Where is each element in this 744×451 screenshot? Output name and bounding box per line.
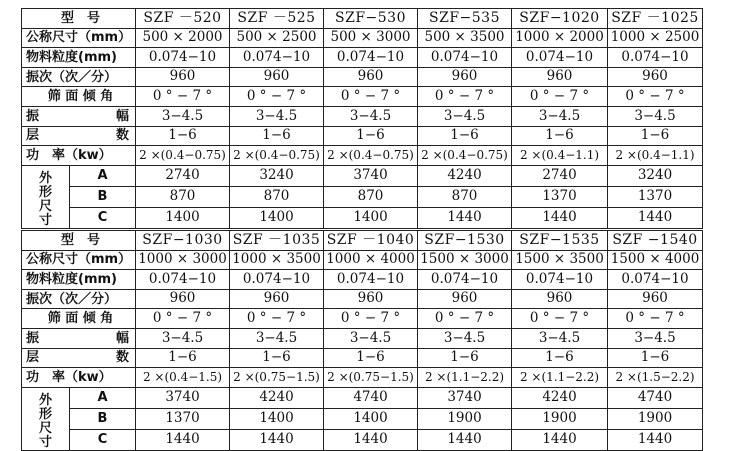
spec-value: 3−4.5 <box>608 328 703 348</box>
spec-value: 1−6 <box>512 126 608 146</box>
dimension-value: 1400 <box>136 207 230 228</box>
spec-value: 0.074−10 <box>418 270 512 290</box>
spec-value: 2 ×(0.75−1.5) <box>324 368 418 388</box>
model-name: SZF−1030 <box>136 231 230 251</box>
spec-label: 振次（次／分） <box>22 289 136 309</box>
dimension-row <box>22 387 703 408</box>
spec-label: 功 率（kw） <box>22 368 136 388</box>
spec-value: 0.074−10 <box>608 48 703 68</box>
dimension-value: 1400 <box>230 408 324 429</box>
spec-row <box>22 270 703 290</box>
spec-label: 功 率（kw） <box>22 146 136 166</box>
spec-value: 0 ° − 7 ° <box>418 87 512 107</box>
dimension-value: 1400 <box>324 207 418 228</box>
spec-value: 2 ×(0.4−1.5) <box>136 368 230 388</box>
spec-value: 500 × 2000 <box>136 28 230 48</box>
spec-label-part: 幅 <box>115 330 129 346</box>
spec-value: 3−4.5 <box>418 106 512 126</box>
spec-value: 960 <box>418 289 512 309</box>
dimension-value: 1400 <box>230 207 324 228</box>
spec-value: 0 ° − 7 ° <box>418 309 512 329</box>
dimension-group-char: 外 <box>38 170 52 186</box>
model-name: SZF －525 <box>230 9 324 29</box>
spec-value: 3−4.5 <box>608 106 703 126</box>
model-name: SZF−1530 <box>418 231 512 251</box>
spec-row <box>22 48 703 68</box>
spec-value: 0.074−10 <box>136 270 230 290</box>
dimension-value: 870 <box>418 186 512 207</box>
spec-label: 物料粒度(mm) <box>22 270 136 290</box>
dimension-value: 1400 <box>324 408 418 429</box>
spec-label <box>22 348 136 368</box>
spec-value: 0 ° − 7 ° <box>136 87 230 107</box>
spec-value: 1−6 <box>418 348 512 368</box>
spec-value: 1000 × 4000 <box>324 250 418 270</box>
spec-value: 2 ×(0.4−1.1) <box>512 146 608 166</box>
dimension-value: 1440 <box>324 429 418 450</box>
spec-value: 0.074−10 <box>512 48 608 68</box>
dimension-group-label <box>22 387 70 450</box>
spec-value: 3−4.5 <box>324 328 418 348</box>
dimension-value: 4740 <box>324 387 418 408</box>
spec-value: 960 <box>230 289 324 309</box>
spec-value: 960 <box>230 67 324 87</box>
spec-value: 500 × 3000 <box>324 28 418 48</box>
model-name: SZF －520 <box>136 9 230 29</box>
spec-value: 0.074−10 <box>230 48 324 68</box>
spec-value: 0.074−10 <box>230 270 324 290</box>
spec-value: 0.074−10 <box>418 48 512 68</box>
spec-value: 0 ° − 7 ° <box>512 87 608 107</box>
spec-label-part: 幅 <box>115 108 129 124</box>
spec-value: 1−6 <box>324 348 418 368</box>
spec-value: 3−4.5 <box>136 328 230 348</box>
spec-value: 2 ×(0.4−0.75) <box>324 146 418 166</box>
dimension-value: 3240 <box>608 165 703 186</box>
dimension-value: 4240 <box>230 387 324 408</box>
dimension-row <box>22 165 703 186</box>
dimension-row <box>22 207 703 228</box>
spec-value: 960 <box>324 289 418 309</box>
dimension-group-char: 形 <box>38 406 52 422</box>
dimension-value: 4240 <box>418 165 512 186</box>
spec-label: 公称尺寸（mm） <box>22 28 136 48</box>
model-name: SZF−530 <box>324 9 418 29</box>
spec-value: 0 ° − 7 ° <box>608 309 703 329</box>
dimension-value: 3740 <box>136 387 230 408</box>
dimension-value: 3740 <box>324 165 418 186</box>
dimension-group-char: 尺 <box>38 198 52 214</box>
spec-value: 960 <box>608 289 703 309</box>
spec-row <box>22 126 703 146</box>
spec-value: 0.074−10 <box>136 48 230 68</box>
dimension-value: 1370 <box>608 186 703 207</box>
spec-row <box>22 309 703 329</box>
dimension-label: C <box>70 207 136 228</box>
spec-value: 2 ×(0.4−1.1) <box>608 146 703 166</box>
model-name: SZF －1025 <box>608 9 703 29</box>
spec-label <box>22 106 136 126</box>
spec-row <box>22 28 703 48</box>
model-name: SZF−1535 <box>512 231 608 251</box>
spec-value: 0 ° − 7 ° <box>230 87 324 107</box>
dimension-value: 3240 <box>230 165 324 186</box>
spec-label: 筛 面 倾 角 <box>22 309 136 329</box>
spec-value: 3−4.5 <box>230 328 324 348</box>
dimension-value: 1900 <box>418 408 512 429</box>
dimension-row <box>22 429 703 450</box>
spec-value: 2 ×(1.1−2.2) <box>418 368 512 388</box>
spec-value: 2 ×(0.4−0.75) <box>230 146 324 166</box>
dimension-value: 1440 <box>136 429 230 450</box>
spec-label <box>22 328 136 348</box>
spec-value: 1−6 <box>418 126 512 146</box>
dimension-value: 870 <box>230 186 324 207</box>
spec-label-part: 振 <box>26 330 40 346</box>
model-header-label: 型 号 <box>22 9 136 29</box>
dimension-value: 1440 <box>512 207 608 228</box>
dimension-group-char: 外 <box>38 392 52 408</box>
dimension-value: 1440 <box>418 207 512 228</box>
spec-value: 2 ×(1.5−2.2) <box>608 368 703 388</box>
dimension-value: 4240 <box>512 387 608 408</box>
model-name: SZF −1540 <box>608 231 703 251</box>
spec-value: 3−4.5 <box>230 106 324 126</box>
dimension-value: 4740 <box>608 387 703 408</box>
spec-value: 1−6 <box>136 348 230 368</box>
dimension-value: 1900 <box>512 408 608 429</box>
model-header-label: 型 号 <box>22 231 136 251</box>
spec-row <box>22 289 703 309</box>
spec-row <box>22 250 703 270</box>
spec-table-1 <box>21 8 703 229</box>
spec-value: 0.074−10 <box>324 48 418 68</box>
dimension-value: 2740 <box>136 165 230 186</box>
spec-value: 0.074−10 <box>324 270 418 290</box>
dimension-value: 1440 <box>608 207 703 228</box>
spec-value: 1−6 <box>136 126 230 146</box>
dimension-group-label <box>22 165 70 228</box>
spec-value: 1500 × 3000 <box>418 250 512 270</box>
spec-label-part: 数 <box>115 128 129 144</box>
model-name: SZF−535 <box>418 9 512 29</box>
spec-value: 960 <box>512 67 608 87</box>
spec-label <box>22 126 136 146</box>
spec-label-part: 振 <box>26 108 40 124</box>
spec-label: 公称尺寸（mm） <box>22 250 136 270</box>
spec-value: 1000 × 3500 <box>230 250 324 270</box>
spec-value: 1000 × 3000 <box>136 250 230 270</box>
spec-value: 2 ×(0.75−1.5) <box>230 368 324 388</box>
spec-value: 500 × 3500 <box>418 28 512 48</box>
spec-value: 1−6 <box>324 126 418 146</box>
spec-value: 1−6 <box>608 348 703 368</box>
spec-value: 0 ° − 7 ° <box>324 309 418 329</box>
dimension-label: A <box>70 165 136 186</box>
spec-value: 1−6 <box>230 126 324 146</box>
spec-table-2 <box>21 230 703 451</box>
spec-value: 500 × 2500 <box>230 28 324 48</box>
dimension-group-char: 寸 <box>38 434 52 450</box>
spec-row <box>22 328 703 348</box>
spec-value: 0 ° − 7 ° <box>512 309 608 329</box>
spec-value: 3−4.5 <box>136 106 230 126</box>
dimension-group-char: 尺 <box>38 420 52 436</box>
dimension-value: 2740 <box>512 165 608 186</box>
spec-value: 1−6 <box>230 348 324 368</box>
spec-label: 物料粒度(mm) <box>22 48 136 68</box>
spec-value: 3−4.5 <box>418 328 512 348</box>
spec-value: 1−6 <box>512 348 608 368</box>
dimension-label: B <box>70 408 136 429</box>
spec-value: 1000 × 2500 <box>608 28 703 48</box>
dimension-value: 870 <box>136 186 230 207</box>
spec-value: 2 ×(0.4−0.75) <box>136 146 230 166</box>
spec-row <box>22 368 703 388</box>
spec-label-part: 数 <box>115 350 129 366</box>
spec-row <box>22 87 703 107</box>
spec-value: 960 <box>418 67 512 87</box>
spec-value: 0 ° − 7 ° <box>608 87 703 107</box>
spec-value: 3−4.5 <box>512 106 608 126</box>
spec-row <box>22 106 703 126</box>
model-name: SZF−1020 <box>512 9 608 29</box>
spec-value: 1−6 <box>608 126 703 146</box>
spec-value: 0 ° − 7 ° <box>230 309 324 329</box>
model-name: SZF －1040 <box>324 231 418 251</box>
spec-label-part: 层 <box>26 128 40 144</box>
dimension-row <box>22 408 703 429</box>
dimension-value: 1370 <box>136 408 230 429</box>
spec-label: 筛 面 倾 角 <box>22 87 136 107</box>
spec-value: 0.074−10 <box>608 270 703 290</box>
dimension-row <box>22 186 703 207</box>
spec-value: 2 ×(1.1−2.2) <box>512 368 608 388</box>
model-name: SZF －1035 <box>230 231 324 251</box>
dimension-value: 1440 <box>230 429 324 450</box>
spec-value: 960 <box>136 289 230 309</box>
dimension-label: A <box>70 387 136 408</box>
spec-value: 0 ° − 7 ° <box>324 87 418 107</box>
spec-value: 2 ×(0.4−0.75) <box>418 146 512 166</box>
spec-label-part: 层 <box>26 350 40 366</box>
dimension-value: 870 <box>324 186 418 207</box>
spec-label: 振次（次／分） <box>22 67 136 87</box>
dimension-value: 1900 <box>608 408 703 429</box>
dimension-value: 3740 <box>418 387 512 408</box>
spec-value: 960 <box>324 67 418 87</box>
spec-value: 3−4.5 <box>324 106 418 126</box>
dimension-group-char: 形 <box>38 184 52 200</box>
spec-row <box>22 146 703 166</box>
spec-value: 3−4.5 <box>512 328 608 348</box>
spec-value: 1500 × 3500 <box>512 250 608 270</box>
spec-value: 1000 × 2000 <box>512 28 608 48</box>
header-row <box>22 231 703 251</box>
dimension-value: 1440 <box>608 429 703 450</box>
spec-row <box>22 67 703 87</box>
spec-value: 960 <box>608 67 703 87</box>
spec-value: 0.074−10 <box>512 270 608 290</box>
spec-row <box>22 348 703 368</box>
dimension-label: B <box>70 186 136 207</box>
dimension-group-char: 寸 <box>38 212 52 228</box>
spec-value: 960 <box>136 67 230 87</box>
dimension-value: 1440 <box>418 429 512 450</box>
dimension-value: 1370 <box>512 186 608 207</box>
spec-value: 1500 × 4000 <box>608 250 703 270</box>
dimension-value: 1440 <box>512 429 608 450</box>
header-row <box>22 9 703 29</box>
spec-value: 0 ° − 7 ° <box>136 309 230 329</box>
spec-value: 960 <box>512 289 608 309</box>
dimension-label: C <box>70 429 136 450</box>
